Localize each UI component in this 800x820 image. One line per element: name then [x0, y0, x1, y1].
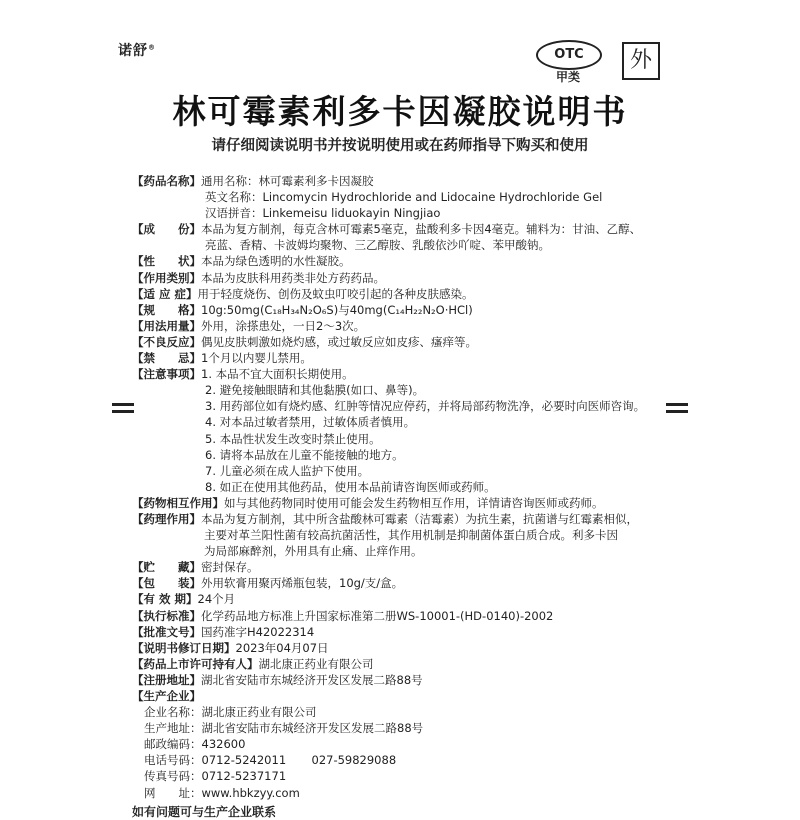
- section-approval: 【批准文号】 国药准字H42022314: [132, 624, 315, 639]
- brand-logo: 诺舒®: [118, 43, 156, 59]
- section-indication: 【适 应 症】 用于轻度烧伤、创伤及蚊虫叮咬引起的各种皮肤感染。: [132, 286, 474, 301]
- otc-badge: OTC: [536, 40, 602, 70]
- manufacturer-website: 网 址： www.hbkzyy.com: [144, 785, 300, 800]
- document-subtitle: 请仔细阅读说明书并按说明使用或在药师指导下购买和使用: [211, 138, 589, 154]
- section-specification: 【规 格】 10g:50mg(C₁₈H₃₄N₂O₆S)与40mg(C₁₄H₂₂N₂O·HCl): [132, 302, 473, 317]
- section-standard: 【执行标准】 化学药品地方标准上升国家标准第二册WS-10001-(HD-0140)-2002: [132, 608, 554, 623]
- precaution-item: 6. 请将本品放在儿童不能接触的地方。: [205, 447, 404, 462]
- section-storage: 【贮 藏】 密封保存。: [132, 560, 259, 575]
- manufacturer-fax: 传真号码： 0712-5237171: [144, 769, 287, 784]
- section-composition-cont: 亮蓝、香精、卡波姆均聚物、三乙醇胺、乳酸依沙吖啶、苯甲酸钠。: [205, 238, 550, 253]
- section-name: 【药品名称】 通用名称： 林可霉素利多卡因凝胶: [132, 174, 374, 188]
- section-usage: 【用法用量】 外用，涂搽患处，一日2～3次。: [132, 318, 366, 333]
- left-fold-mark: [112, 403, 134, 417]
- manufacturer-address: 生产地址： 湖北省安陆市东城经济开发区发展二路88号: [144, 721, 424, 736]
- leaflet-body: [132, 173, 672, 820]
- section-validity: 【有 效 期】 24个月: [132, 592, 236, 607]
- precaution-item: 5. 本品性状发生改变时禁止使用。: [205, 431, 381, 446]
- section-name-pinyin: 汉语拼音： Linkemeisu liduokayin Ningjiao: [205, 206, 441, 221]
- precaution-item: 7. 儿童必须在成人监护下使用。: [205, 463, 370, 478]
- precaution-item: 3. 用药部位如有烧灼感、红肿等情况应停药，并将局部药物洗净，必要时向医师咨询。: [205, 399, 646, 414]
- section-mah: 【药品上市许可持有人】 湖北康正药业有限公司: [132, 656, 374, 671]
- section-appearance: 【性 状】 本品为绿色透明的水性凝胶。: [132, 254, 351, 269]
- footer-note: 如有问题可与生产企业联系: [132, 804, 277, 819]
- section-pharmacology-cont: 主要对革兰阳性菌有较高抗菌活性，其作用机制是抑制菌体蛋白质合成。利多卡因: [204, 528, 618, 543]
- section-pharmacology: 【药理作用】 本品为复方制剂，其中所含盐酸林可霉素（洁霉素）为抗生素，抗菌谱与红霉素相似，: [132, 511, 638, 526]
- manufacturer-postcode: 邮政编码： 432600: [144, 737, 246, 752]
- precaution-item: 8. 如正在使用其他药品，使用本品前请咨询医师或药师。: [205, 479, 496, 494]
- external-use-badge: 外: [622, 42, 660, 80]
- section-reg-address: 【注册地址】 湖北省安陆市东城经济开发区发展二路88号: [132, 672, 423, 687]
- section-precautions: 【注意事项】 1. 本品不宜大面积长期使用。: [132, 367, 354, 382]
- precaution-item: 2. 避免接触眼睛和其他黏膜(如口、鼻等)。: [205, 383, 425, 398]
- section-name-english: 英文名称： Lincomycin Hydrochloride and Lidocaine Hydrochloride Gel: [205, 190, 603, 205]
- section-contraindication: 【禁 忌】 1个月以内婴儿禁用。: [132, 351, 312, 366]
- manufacturer-phone: 电话号码： 0712-5242011 027-59829088: [144, 753, 397, 768]
- otc-class-label: 甲类: [555, 70, 580, 84]
- section-adverse: 【不良反应】 偶见皮肤刺激如烧灼感，或过敏反应如皮疹、瘙痒等。: [132, 334, 477, 349]
- section-interaction: 【药物相互作用】 如与其他药物同时使用可能会发生药物相互作用，详情请咨询医师或药师。: [132, 495, 604, 510]
- precaution-item: 4. 对本品过敏者禁用，过敏体质者慎用。: [205, 415, 416, 430]
- section-composition: 【成 份】 本品为复方制剂，每克含林可霉素5毫克，盐酸利多卡因4毫克。辅料为：甘油、乙醇、: [132, 222, 642, 237]
- manufacturer-name: 企业名称： 湖北康正药业有限公司: [144, 705, 317, 720]
- section-pharmacology-cont: 为局部麻醉剂，外用具有止痛、止痒作用。: [204, 544, 423, 559]
- section-category: 【作用类别】 本品为皮肤科用药类非处方药药品。: [132, 270, 385, 285]
- section-package: 【包 装】 外用软膏用聚丙烯瓶包装，10g/支/盒。: [132, 576, 404, 591]
- section-manufacturer: 【生产企业】: [132, 689, 201, 703]
- document-title: 林可霉素利多卡因凝胶说明书: [172, 92, 628, 131]
- section-revision: 【说明书修订日期】 2023年04月07日: [132, 640, 329, 655]
